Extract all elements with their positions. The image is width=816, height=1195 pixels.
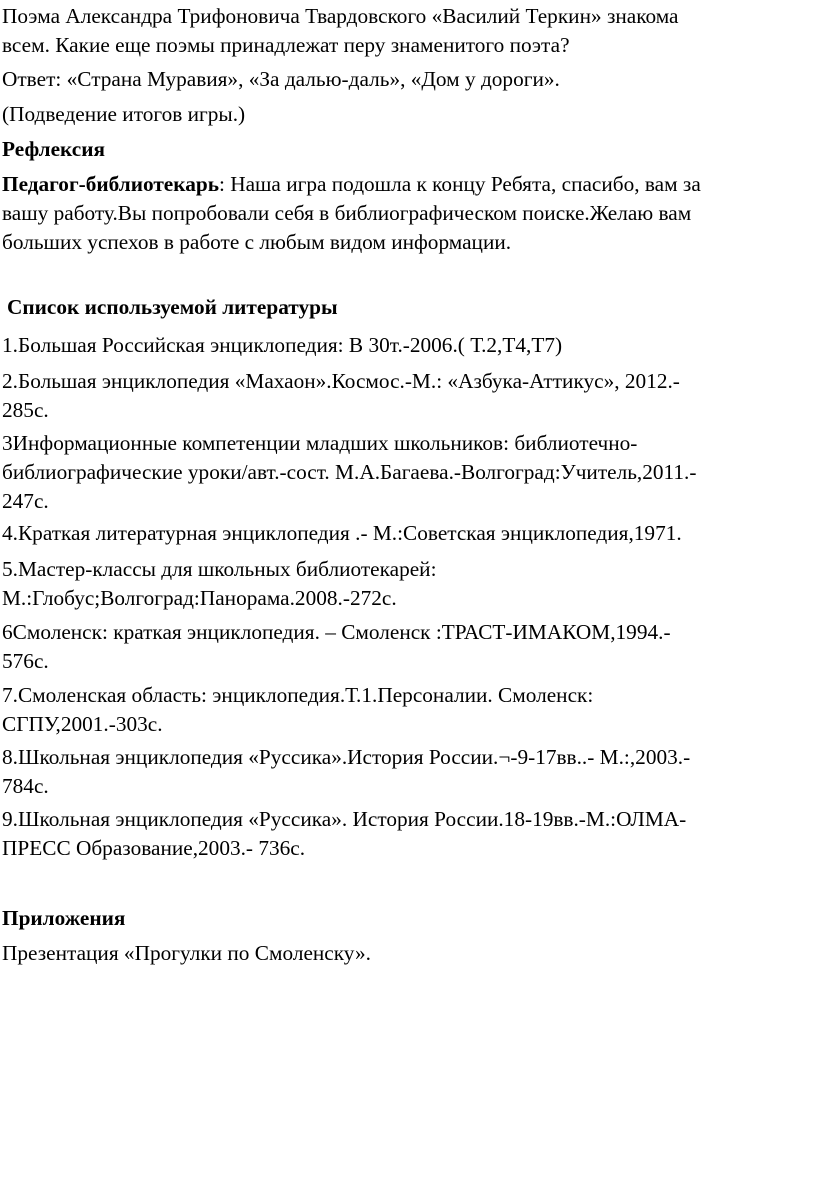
appendix-text: Презентация «Прогулки по Смоленску». bbox=[2, 941, 371, 965]
literature-item-line: 576с. bbox=[2, 649, 49, 673]
literature-item-line: 5.Мастер-классы для школьных библиотекарей: bbox=[2, 557, 437, 581]
literature-item bbox=[2, 743, 810, 801]
reflection-line bbox=[2, 170, 810, 199]
intro-summary: (Подведение итогов игры.) bbox=[2, 102, 246, 126]
reflection-text: : Наша игра подошла к концу Ребята, спасибо, вам за bbox=[218, 172, 701, 196]
literature-item-line: ПРЕСС Образование,2003.- 736с. bbox=[2, 836, 306, 860]
literature-heading: Список используемой литературы bbox=[7, 295, 338, 319]
literature-item: 1.Большая Российская энциклопедия: В 30т.-2006.( Т.2,Т4,Т7) bbox=[2, 333, 563, 357]
reflection-heading: Рефлексия bbox=[2, 137, 106, 161]
literature-item-line: библиографические уроки/авт.-сост. М.А.Багаева.-Волгоград:Учитель,2011.- bbox=[2, 460, 697, 484]
literature-item-line: 7.Смоленская область: энциклопедия.Т.1.Персоналии. Смоленск: bbox=[2, 683, 594, 707]
literature-item-line: 6Смоленск: краткая энциклопедия. – Смоленск :ТРАСТ-ИМАКОМ,1994.- bbox=[2, 620, 671, 644]
reflection-speaker: Педагог-библиотекарь bbox=[2, 172, 219, 196]
reflection-line: вашу работу.Вы попробовали себя в библиографическом поиске.Желаю вам bbox=[2, 201, 692, 225]
intro-question-line: всем. Какие еще поэмы принадлежат перу знаменитого поэта? bbox=[2, 33, 570, 57]
intro-question bbox=[2, 2, 810, 60]
literature-item-line: М.:Глобус;Волгоград:Панорама.2008.-272с. bbox=[2, 586, 397, 610]
literature-item-line: 247с. bbox=[2, 489, 49, 513]
literature-item-line: 2.Большая энциклопедия «Махаон».Космос.-М.: «Азбука-Аттикус», 2012.- bbox=[2, 369, 680, 393]
literature-item-line: 9.Школьная энциклопедия «Руссика». История России.18-19вв.-М.:ОЛМА- bbox=[2, 807, 687, 831]
reflection-line: больших успехов в работе с любым видом информации. bbox=[2, 230, 512, 254]
literature-item bbox=[2, 429, 810, 516]
literature-item bbox=[2, 618, 810, 676]
reflection-paragraph bbox=[2, 170, 810, 257]
literature-item bbox=[2, 555, 810, 613]
intro-question-line: Поэма Александра Трифоновича Твардовского «Василий Теркин» знакома bbox=[2, 4, 679, 28]
literature-item bbox=[2, 805, 810, 863]
appendix-heading: Приложения bbox=[2, 906, 126, 930]
literature-item-line: СГПУ,2001.-303с. bbox=[2, 712, 163, 736]
literature-item-line: 3Информационные компетенции младших школьников: библиотечно- bbox=[2, 431, 638, 455]
literature-item: 4.Краткая литературная энциклопедия .- М.:Советская энциклопедия,1971. bbox=[2, 521, 682, 545]
literature-item bbox=[2, 367, 810, 425]
literature-item bbox=[2, 681, 810, 739]
literature-item-line: 285с. bbox=[2, 398, 49, 422]
literature-item-line: 784с. bbox=[2, 774, 49, 798]
intro-answer: Ответ: «Страна Муравия», «За далью-даль», «Дом у дороги». bbox=[2, 67, 560, 91]
literature-item-line: 8.Школьная энциклопедия «Руссика».История России.¬-9-17вв..- М.:,2003.- bbox=[2, 745, 691, 769]
